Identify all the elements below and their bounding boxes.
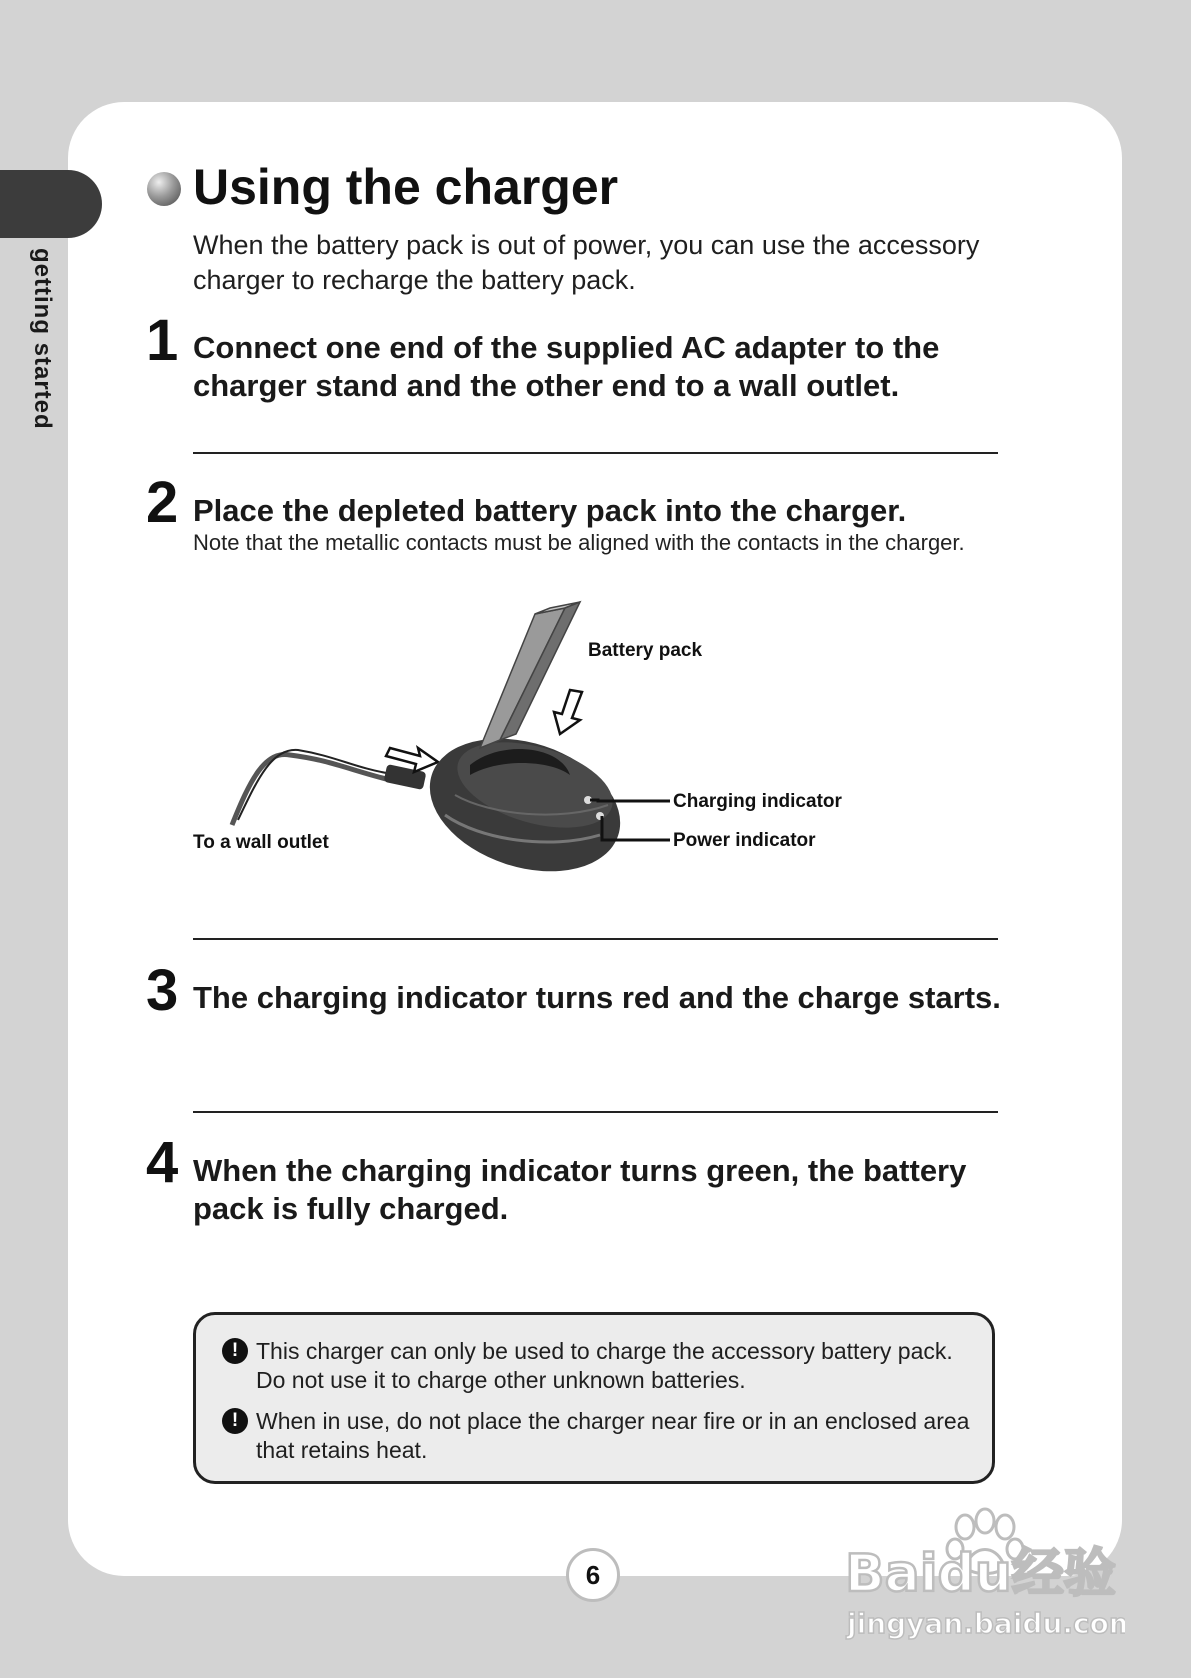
- wall-outlet-label: To a wall outlet: [193, 832, 329, 853]
- charging-indicator-leader: [590, 800, 670, 801]
- step-1-number: 1: [146, 308, 179, 373]
- battery-pack-label: Battery pack: [588, 640, 703, 661]
- charging-indicator-label: Charging indicator: [673, 791, 842, 812]
- step-3-text: The charging indicator turns red and the charge starts.: [193, 980, 1001, 1015]
- warning-icon: !: [222, 1408, 248, 1434]
- step-3-number: 3: [146, 958, 179, 1023]
- step-4-text: When the charging indicator turns green, the battery pack is fully charged.: [193, 1153, 967, 1226]
- insert-arrow-icon: [554, 690, 582, 734]
- step-2-text: Place the depleted battery pack into the charger.: [193, 493, 907, 528]
- battery-pack: [480, 608, 565, 748]
- charger-illustration: [180, 600, 940, 900]
- step-2-number: 2: [146, 470, 179, 535]
- charger-figure: [180, 600, 940, 900]
- caution-item: [231, 1407, 976, 1465]
- caution-text: When in use, do not place the charger near fire or in an enclosed area that retains heat.: [256, 1408, 970, 1463]
- page-number: 6: [566, 1548, 620, 1602]
- divider: [193, 938, 998, 940]
- baidu-watermark: [845, 1505, 1125, 1645]
- caution-box: [193, 1312, 995, 1484]
- step-4-number: 4: [146, 1130, 179, 1195]
- title-bullet-icon: [147, 172, 181, 206]
- divider: [193, 1111, 998, 1113]
- section-tab: [0, 170, 102, 238]
- watermark-url: jingyan.baidu.com: [847, 1607, 1125, 1640]
- caution-text: This charger can only be used to charge the accessory battery pack. Do not use it to charge other unknown batteries.: [256, 1338, 953, 1393]
- section-tab-label: getting started: [29, 248, 56, 430]
- intro-text: When the battery pack is out of power, you can use the accessory charger to recharge the battery pack.: [193, 230, 980, 295]
- page-title: Using the charger: [193, 159, 619, 215]
- warning-icon: !: [222, 1338, 248, 1364]
- baidu-paw-logo-icon: [845, 1505, 1125, 1645]
- watermark-brand: Baidu经验: [845, 1544, 1116, 1604]
- power-cord: [232, 754, 390, 825]
- caution-item: [231, 1337, 976, 1395]
- step-1-text: Connect one end of the supplied AC adapter to the charger stand and the other end to a wall outlet.: [193, 330, 940, 403]
- divider: [193, 452, 998, 454]
- step-2-note: Note that the metallic contacts must be aligned with the contacts in the charger.: [193, 530, 965, 555]
- power-indicator-label: Power indicator: [673, 830, 816, 851]
